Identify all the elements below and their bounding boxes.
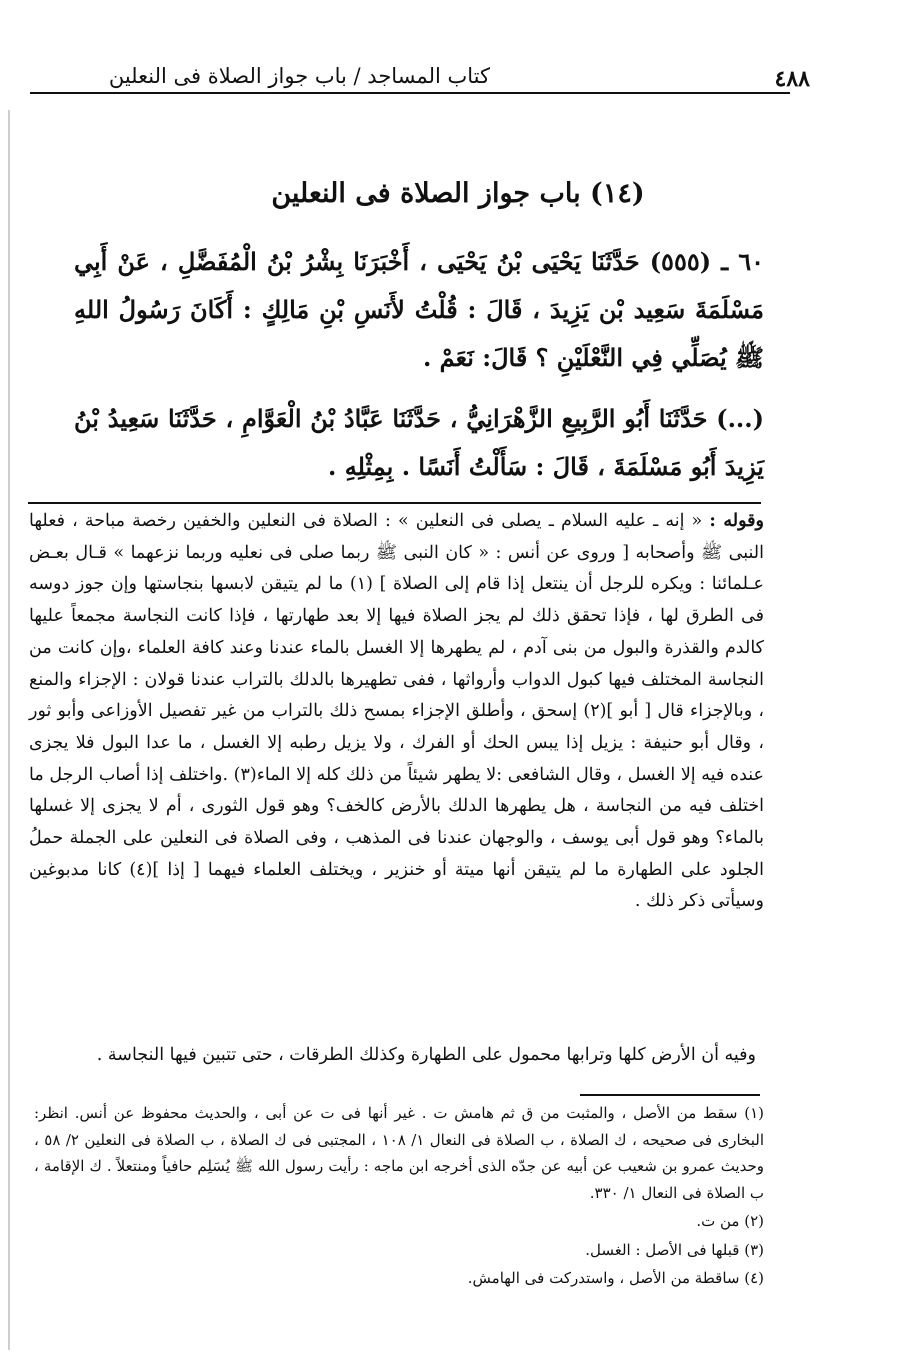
page-edge-line [8, 110, 10, 1350]
page-number: ٤٨٨ [774, 66, 810, 92]
footnote-rule [580, 1094, 760, 1096]
footnote: (٣) قبلها فى الأصل : الغسل. [585, 1240, 764, 1259]
footnote: (١) سقط من الأصل ، والمثبت من ق ثم هامش ت . غير أنها فى ت عن أبى ، والحديث محفوظ عن أنس. انظر: البخارى فى صحيحه ، ك الصلاة ، ب الصلاة فى النعال ١/ ١٠٨ ، المجتبى فى ك الصلاة ، ب الصلاة فى النعلين ٢/ ٥٨ ، وحديث عمرو بن شعيب عن أبيه عن جدّه الذى أخرجه ابن ماجه : رأيت رسول الله ﷺ يُسَلِم حافياً ومنتعلاً . ك الإقامة ، ب الصلاة فى النعال ١/ ٣٣٠. [34, 1104, 764, 1202]
commentary-note: وفيه أن الأرض كلها وترابها محمول على الطهارة وكذلك الطرقات ، حتى تتبين فيها النجاسة . [96, 1045, 756, 1065]
footnote: (٢) من ت. [696, 1212, 764, 1230]
hadith-text: (...) حَدَّثَنَا أَبُو الرَّبِيعِ الزَّهْرَانِيُّ ، حَدَّثَنَا عَبَّادُ بْنُ الْعَوَّامِ ، حَدَّثَنَا سَعِيدُ بْنُ يَزِيدَ أَبُو مَسْلَمَةَ ، قَالَ : سَأَلْتُ أَنَسًا . بِمِثْلِهِ . [74, 404, 764, 481]
section-divider [28, 502, 761, 504]
commentary-paragraph [29, 506, 764, 918]
page-header [30, 58, 810, 108]
commentary-text: « إنه ـ عليه السلام ـ يصلى فى النعلين » : الصلاة فى النعلين والخفين رخصة مباحة ، فعلها النبى ﷺ وأصحابه [ وروى عن أنس : « كان النبى ﷺ ربما صلى فى نعليه وربما نزعهما » قـال بعـض عـلمائنا : ويكره للرجل أن ينتعل إذا قام إلى الصلاة ] (١) ما لم يتيقن لابسها بنجاستها وإن جوز دوسه فى الطرق لها ، فإذا تحقق ذلك لم يجز الصلاة فيها إلا بعد طهارتها ، فإذا كانت النجاسة مجمعاً عليها كالدم والقذرة والبول من بنى آدم ، لم يطهرها إلا الغسل بالماء عندنا وعند كافة العلماء ،وإن كانت من النجاسة المختلف فيها كبول الدواب وأرواثها ، ففى تطهيرها بالدلك بالتراب عندنا قولان : الإجزاء والمنع ، وبالإجزاء قال [ أبو ](٢) إسحق ، وأطلق الإجزاء بمسح ذلك بالتراب من غير تفصيل الأوزاعى وأبو ثور ، وقال أبو حنيفة : يزيل إذا يبس الحك أو الفرك ، ولا يزيل رطبه إلا الغسل ، ما عدا البول فلا يجزى عنده فيه إلا الغسل ، وقال الشافعى :لا يطهر شيئاً من ذلك كله إلا الماء(٣) .واختلف إذا أصاب الرجل ما اختلف فيه من النجاسة ، هل يطهرها الدلك بالأرض كالخف؟ وهو قول الثورى ، أم لا يجزى إلا غسلها بالماء؟ وهو قول أبى يوسف ، والوجهان عندنا فى المذهب ، وفى الصلاة فى النعلين على الجملة حملُ الجلود على الطهارة ما لم يتيقن أنها ميتة أو خنزير ، ويختلف العلماء فيهما [ إذا ](٤) كانا مدبوغين وسيأتى ذكر ذلك . [29, 511, 764, 912]
header-rule [30, 92, 790, 94]
chapter-heading: (١٤) باب جواز الصلاة فى النعلين [271, 178, 645, 209]
footnotes [34, 1100, 764, 1292]
commentary-lead: وقوله : [709, 511, 764, 531]
hadith-text: ٦٠ ـ (٥٥٥) حَدَّثَنَا يَحْيَى بْنُ يَحْيَى ، أَخْبَرَنَا بِشْرُ بْنُ الْمُفَضَّلِ ، عَنْ أَبِي مَسْلَمَةَ سَعِيد بْن يَزِيدَ ، قَالَ : قُلْتُ لأَنَسِ بْنِ مَالِكٍ : أَكَانَ رَسُولُ اللهِ ﷺ يُصَلِّي فِي النَّعْلَيْنِ ؟ قَالَ: نَعَمْ . [74, 247, 764, 372]
running-title: كتاب المساجد / باب جواز الصلاة فى النعلين [108, 64, 490, 88]
footnote: (٤) ساقطة من الأصل ، واستدركت فى الهامش. [467, 1269, 764, 1287]
